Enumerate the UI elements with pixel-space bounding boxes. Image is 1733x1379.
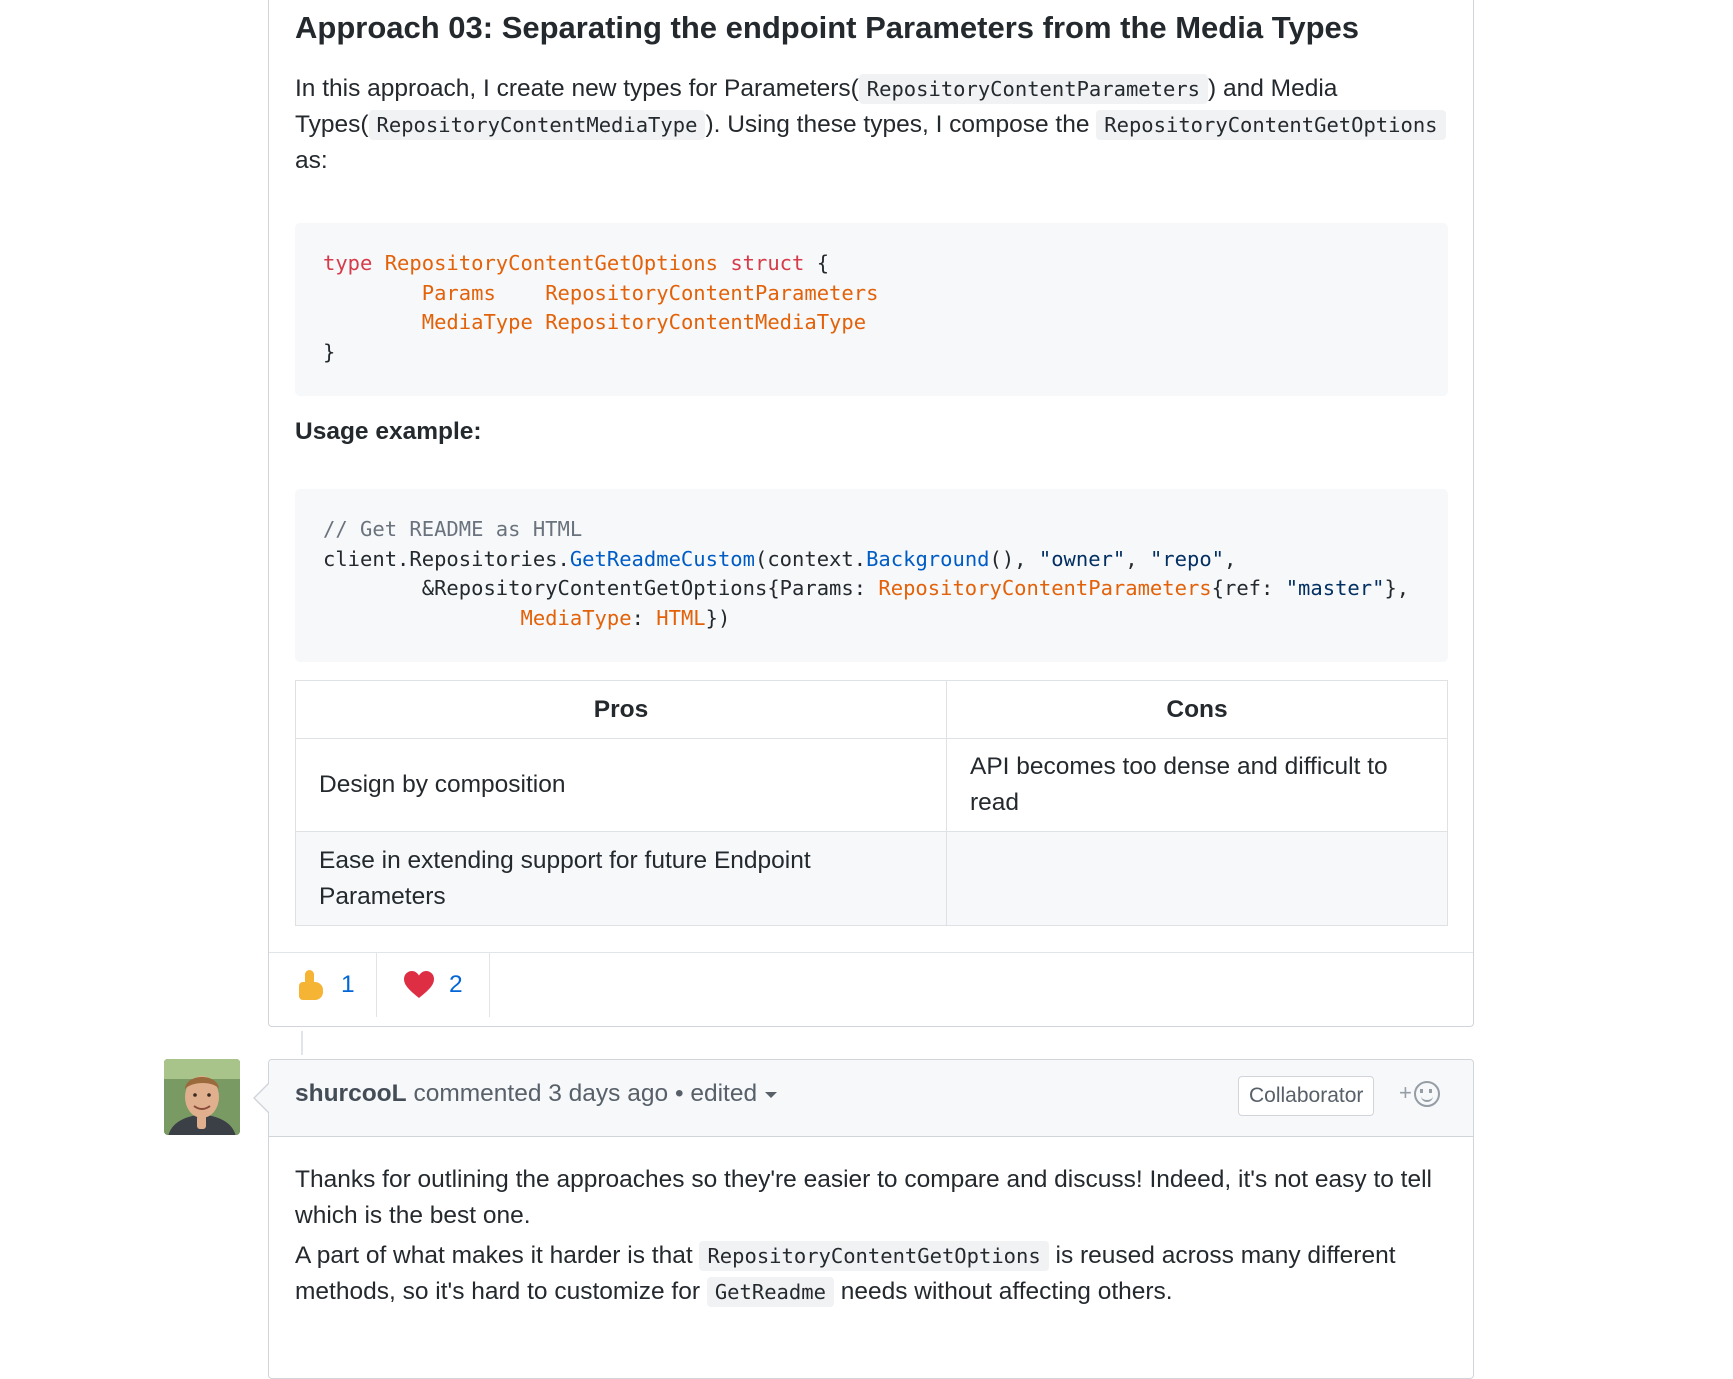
avatar[interactable] <box>164 1059 240 1135</box>
comment-paragraph: A part of what makes it harder is that RepositoryContentGetOptions is reused across many different methods, so it's hard to customize for GetReadme needs without affecting others. <box>295 1242 1396 1305</box>
inline-code: RepositoryContentGetOptions <box>699 1241 1048 1271</box>
reactions-bar <box>269 952 1473 1027</box>
comment-paragraph: Thanks for outlining the approaches so they're easier to compare and discuss! Indeed, it's not easy to tell which is the best one. <box>295 1166 1433 1229</box>
inline-code: RepositoryContentParameters <box>859 74 1208 104</box>
separator-dot: • <box>674 1080 684 1107</box>
comment-meta <box>295 1080 777 1108</box>
table-cell: Design by composition <box>296 739 947 832</box>
heart-reaction-button[interactable] <box>377 953 490 1017</box>
table-header-cons: Cons <box>947 681 1448 739</box>
add-reaction-button[interactable]: + <box>1399 1080 1440 1107</box>
pros-cons-table <box>295 680 1448 926</box>
table-cell <box>947 832 1448 926</box>
comment-pointer-inner <box>255 1083 270 1113</box>
heart-icon <box>403 970 435 1000</box>
table-header-row <box>296 681 1448 739</box>
inline-code: RepositoryContentGetOptions <box>1096 110 1445 140</box>
approach-intro: In this approach, I create new types for Parameters( RepositoryContentParameters ) and Media Types( RepositoryContentMediaType ). Using these types, I compose the RepositoryContentGetOptions as: <box>295 71 1448 179</box>
reaction-count: 2 <box>449 971 463 998</box>
thumbs-up-icon <box>295 970 327 1000</box>
table-row <box>296 739 1448 832</box>
usage-label: Usage example: <box>295 418 482 445</box>
inline-code: RepositoryContentMediaType <box>369 110 706 140</box>
reaction-count: 1 <box>341 971 355 998</box>
collaborator-badge: Collaborator <box>1238 1076 1374 1116</box>
approach-heading: Approach 03: Separating the endpoint Parameters from the Media Types <box>295 10 1359 45</box>
code-block-usage: // Get README as HTML client.Repositories.GetReadmeCustom(context.Background(), "owner", "repo", &RepositoryContentGetOptions{Params: RepositoryContentParameters{ref: "master"}, MediaType: HTML}) <box>295 489 1448 662</box>
comment-card <box>268 1059 1474 1379</box>
thumbs-up-reaction-button[interactable] <box>269 953 377 1017</box>
table-cell: API becomes too dense and difficult to read <box>947 739 1448 832</box>
timeline-connector <box>301 1031 303 1055</box>
table-row <box>296 832 1448 926</box>
author-link[interactable]: shurcooL <box>295 1080 407 1107</box>
approach-comment-card <box>268 0 1474 1027</box>
chevron-down-icon <box>765 1092 777 1098</box>
smiley-icon <box>1414 1081 1440 1107</box>
table-cell: Ease in extending support for future Endpoint Parameters <box>296 832 947 926</box>
table-header-pros: Pros <box>296 681 947 739</box>
comment-timestamp[interactable]: commented 3 days ago <box>413 1080 669 1107</box>
comment-header <box>269 1060 1473 1137</box>
inline-code: GetReadme <box>707 1277 834 1307</box>
edited-dropdown[interactable]: edited <box>690 1080 777 1107</box>
code-block-struct: type RepositoryContentGetOptions struct { Params RepositoryContentParameters MediaType RepositoryContentMediaType } <box>295 223 1448 396</box>
